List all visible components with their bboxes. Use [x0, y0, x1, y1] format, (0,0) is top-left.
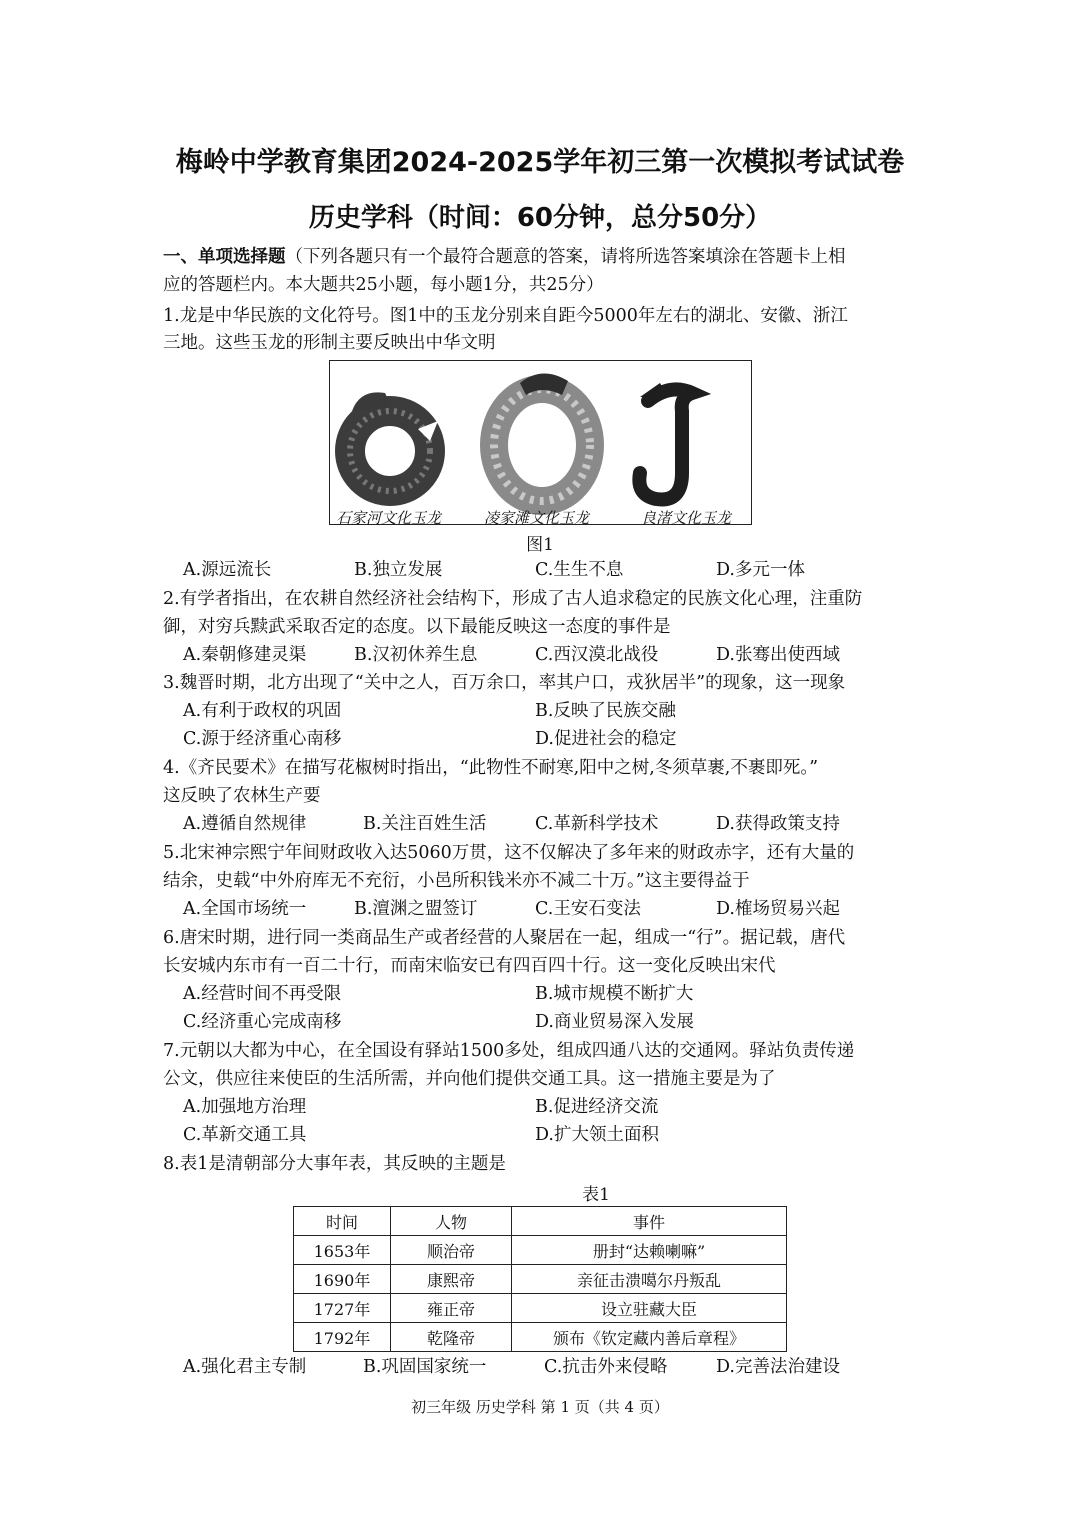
table-cell: 康熙帝	[391, 1265, 512, 1294]
table-header-event: 事件	[512, 1207, 787, 1236]
section-instruction-line1	[163, 245, 846, 269]
question-1-stem-line1: 1.龙是中华民族的文化符号。图1中的玉龙分别来自距今5000年左右的湖北、安徽、浙江	[163, 306, 848, 326]
table-cell: 顺治帝	[391, 1236, 512, 1265]
q5-option-b: B.澶渊之盟签订	[354, 899, 478, 919]
q8-option-c: C.抗击外来侵略	[544, 1357, 668, 1377]
table-cell: 1690年	[294, 1265, 391, 1294]
q7-option-a: A.加强地方治理	[183, 1097, 307, 1117]
table-cell: 1792年	[294, 1323, 391, 1352]
q2-option-a: A.秦朝修建灵渠	[183, 645, 307, 665]
page-footer: 初三年级 历史学科 第 1 页（共 4 页）	[411, 1398, 669, 1416]
question-7-stem-line2: 公文，供应往来使臣的生活所需，并向他们提供交通工具。这一措施主要是为了	[163, 1069, 776, 1089]
question-2-stem-line1: 2.有学者指出，在农耕自然经济社会结构下，形成了古人追求稳定的民族文化心理，注重防	[163, 589, 863, 609]
q4-option-d: D.获得政策支持	[716, 814, 840, 834]
q3-option-a: A.有利于政权的巩固	[183, 701, 342, 721]
table-cell: 册封“达赖喇嘛”	[512, 1236, 787, 1265]
table-row	[294, 1265, 787, 1294]
q1-option-b: B.独立发展	[354, 560, 443, 580]
q8-option-d: D.完善法治建设	[716, 1357, 840, 1377]
q4-option-a: A.遵循自然规律	[183, 814, 307, 834]
table-row	[294, 1294, 787, 1323]
question-3-stem-line1: 3.魏晋时期，北方出现了“关中之人，百万余口，率其户口，戎狄居半”的现象，这一现象	[163, 673, 846, 693]
q2-option-b: B.汉初休养生息	[354, 645, 478, 665]
q8-option-a: A.强化君主专制	[183, 1357, 307, 1377]
exam-title: 梅岭中学教育集团2024-2025学年初三第一次模拟考试试卷	[175, 147, 905, 178]
table-cell: 雍正帝	[391, 1294, 512, 1323]
jade-dragon-figure	[329, 360, 752, 525]
liangzhu-jade-dragon-image	[639, 383, 692, 499]
table-label: 表1	[582, 1185, 610, 1205]
q5-option-d: D.榷场贸易兴起	[716, 899, 840, 919]
q2-option-c: C.西汉漠北战役	[535, 645, 659, 665]
section-heading: 一、单项选择题	[163, 247, 286, 267]
table-cell: 1653年	[294, 1236, 391, 1265]
q3-option-c: C.源于经济重心南移	[183, 729, 342, 749]
q6-option-b: B.城市规模不断扩大	[535, 984, 694, 1004]
q4-option-b: B.关注百姓生活	[363, 814, 487, 834]
q5-option-a: A.全国市场统一	[183, 899, 307, 919]
table-cell: 乾隆帝	[391, 1323, 512, 1352]
table-cell: 颁布《钦定藏内善后章程》	[512, 1323, 787, 1352]
question-2-stem-line2: 御，对穷兵黩武采取否定的态度。以下最能反映这一态度的事件是	[163, 617, 671, 637]
question-8-stem-line1: 8.表1是清朝部分大事年表，其反映的主题是	[163, 1154, 506, 1174]
q7-option-d: D.扩大领土面积	[535, 1125, 659, 1145]
jade-dragon-images	[330, 361, 753, 526]
q1-option-c: C.生生不息	[535, 560, 624, 580]
q7-option-c: C.革新交通工具	[183, 1125, 307, 1145]
figure-caption-3: 良渚文化玉龙	[641, 509, 732, 527]
question-7-stem-line1: 7.元朝以大都为中心，在全国设有驿站1500多处，组成四通八达的交通网。驿站负责传递	[163, 1041, 855, 1061]
exam-subtitle: 历史学科（时间：60分钟，总分50分）	[308, 203, 772, 233]
question-5-stem-line2: 结余，史载“中外府库无不充衍，小邑所积钱米亦不减二十万。”这主要得益于	[163, 871, 750, 891]
q3-option-b: B.反映了民族交融	[535, 701, 676, 721]
figure-label: 图1	[526, 535, 554, 555]
shijiahe-jade-dragon-image	[350, 392, 438, 491]
q5-option-c: C.王安石变法	[535, 899, 641, 919]
table-cell: 1727年	[294, 1294, 391, 1323]
table-header-time: 时间	[294, 1207, 391, 1236]
figure-caption-1: 石家河文化玉龙	[336, 509, 442, 527]
table-header-person: 人物	[391, 1207, 512, 1236]
section-instruction: （下列各题只有一个最符合题意的答案，请将所选答案填涂在答题卡上相	[285, 247, 846, 267]
q7-option-b: B.促进经济交流	[535, 1097, 659, 1117]
question-5-stem-line1: 5.北宋神宗熙宁年间财政收入达5060万贯，这不仅解决了多年来的财政赤字，还有大量的	[163, 843, 855, 863]
q1-option-d: D.多元一体	[716, 560, 805, 580]
figure-caption-2: 凌家滩文化玉龙	[484, 509, 590, 527]
question-4-stem-line2: 这反映了农林生产要	[163, 786, 321, 806]
q1-option-a: A.源远流长	[183, 560, 272, 580]
table-header-row	[294, 1207, 787, 1236]
table-row	[294, 1323, 787, 1352]
qing-events-table	[293, 1206, 787, 1352]
question-4-stem-line1: 4.《齐民要术》在描写花椒树时指出，“此物性不耐寒,阳中之树,冬须草裹,不裹即死。”	[163, 758, 819, 778]
q2-option-d: D.张骞出使西域	[716, 645, 840, 665]
table-cell: 亲征击溃噶尔丹叛乱	[512, 1265, 787, 1294]
table-cell: 设立驻藏大臣	[512, 1294, 787, 1323]
question-6-stem-line2: 长安城内东市有一百二十行，而南宋临安已有四百四十行。这一变化反映出宋代	[163, 956, 776, 976]
question-1-stem-line2: 三地。这些玉龙的形制主要反映出中华文明	[163, 333, 496, 353]
question-6-stem-line1: 6.唐宋时期，进行同一类商品生产或者经营的人聚居在一起，组成一“行”。据记载，唐代	[163, 928, 846, 948]
q6-option-a: A.经营时间不再受限	[183, 984, 342, 1004]
section-instruction-line2: 应的答题栏内。本大题共25小题，每小题1分，共25分）	[163, 275, 604, 295]
lingjiatan-jade-dragon-image	[494, 373, 590, 501]
q4-option-c: C.革新科学技术	[535, 814, 659, 834]
q8-option-b: B.巩固国家统一	[363, 1357, 487, 1377]
q3-option-d: D.促进社会的稳定	[535, 729, 677, 749]
table-row	[294, 1236, 787, 1265]
q6-option-c: C.经济重心完成南移	[183, 1012, 342, 1032]
q6-option-d: D.商业贸易深入发展	[535, 1012, 694, 1032]
